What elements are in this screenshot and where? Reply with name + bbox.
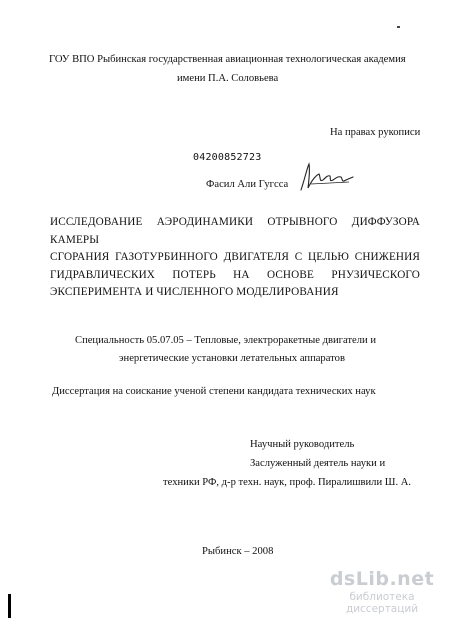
archive-stamp-code: 04200852723 — [193, 152, 262, 163]
dissertation-title — [50, 214, 420, 302]
title-line-1: ИССЛЕДОВАНИЕ АЭРОДИНАМИКИ ОТРЫВНОГО ДИФФУЗОРА КАМЕРЫ — [50, 216, 420, 246]
watermark-subtitle: библиотека диссертаций — [345, 591, 419, 615]
specialty-line-1: Специальность 05.07.05 – Тепловые, электроракетные двигатели и — [75, 335, 377, 346]
institution-line-2: имени П.А. Соловьева — [177, 73, 279, 84]
title-line-4: ЭКСПЕРИМЕНТА И ЧИСЛЕННОГО МОДЕЛИРОВАНИЯ — [50, 286, 339, 298]
watermark-logo: dsLib.net — [329, 568, 435, 590]
watermark — [316, 568, 448, 615]
place-and-year: Рыбинск – 2008 — [202, 546, 274, 557]
author-signature — [297, 160, 357, 196]
author-name: Фасил Али Гугсса — [206, 179, 289, 190]
specialty-line-2: энергетические установки летательных аппаратов — [119, 353, 345, 364]
title-line-2: СГОРАНИЯ ГАЗОТУРБИННОГО ДВИГАТЕЛЯ С ЦЕЛЬЮ СНИЖЕНИЯ — [50, 251, 420, 263]
degree-statement: Диссертация на соискание ученой степени кандидата технических наук — [52, 386, 376, 397]
institution-line-1: ГОУ ВПО Рыбинская государственная авиационная технологическая академия — [49, 54, 406, 65]
rights-notice: На правах рукописи — [330, 127, 421, 138]
supervisor-label: Научный руководитель — [250, 439, 355, 450]
supervisor-details: техники РФ, д-р техн. наук, проф. Пиралишвили Ш. А. — [163, 477, 412, 488]
scan-edge-mark — [8, 594, 11, 618]
scan-speck — [397, 26, 400, 28]
title-line-3: ГИДРАВЛИЧЕСКИХ ПОТЕРЬ НА ОСНОВЕ РНУЗИЧЕСКОГО — [50, 268, 420, 281]
supervisor-honor: Заслуженный деятель науки и — [250, 458, 386, 469]
